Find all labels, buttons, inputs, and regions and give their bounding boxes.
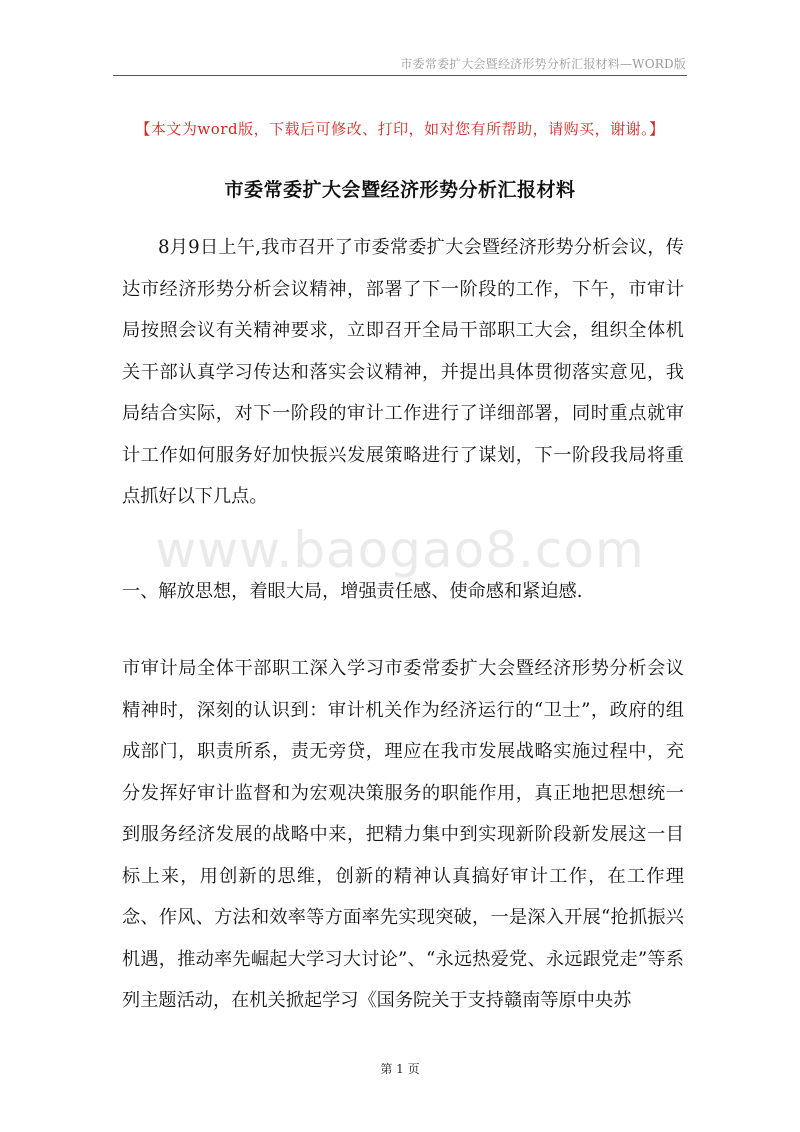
- download-notice: 【本文为word版，下载后可修改、打印，如对您有所帮助，请购买，谢谢。】: [135, 120, 665, 138]
- running-header: 市委常委扩大会暨经济形势分析汇报材料—WORD版: [400, 57, 686, 71]
- page-number: 第 1 页: [380, 1062, 420, 1076]
- intro-paragraph: 8月9日上午,我市召开了市委常委扩大会暨经济形势分析会议，传达市经济形势分析会议精神，部署了下一阶段的工作，下午，市审计局按照会议有关精神要求，立即召开全局干部职工大会，组织全体机关干部认真学习传达和落实会议精神，并提出具体贯彻落实意见，我局结合实际，对下一阶段的审计工作进行了详细部署，同时重点就审计工作如何服务好加快振兴发展策略进行了谋划，下一阶段我局将重点抓好以下几点。: [122, 237, 684, 507]
- section-heading-1: 一、解放思想，着眼大局，增强责任感、使命感和紧迫感.: [122, 581, 583, 602]
- header-divider: [113, 75, 687, 76]
- watermark-text: www.baogao8.com: [155, 521, 645, 579]
- body-paragraph-1: 市审计局全体干部职工深入学习市委常委扩大会暨经济形势分析会议精神时，深刻的认识到：审计机关作为经济运行的“卫士”，政府的组成部门，职责所系，责无旁贷，理应在我市发展战略实施过程中，充分发挥好审计监督和为宏观决策服务的职能作用，真正地把思想统一到服务经济发展的战略中来，把精力集中到实现新阶段新发展这一目标上来，用创新的思维，创新的精神认真搞好审计工作，在工作理念、作风、方法和效率等方面率先实现突破，一是深入开展“抢抓振兴机遇，推动率先崛起大学习大讨论”、“永远热爱党、永远跟党走”等系列主题活动，在机关掀起学习《国务院关于支持赣南等原中央苏: [122, 658, 684, 1011]
- document-title: 市委常委扩大会暨经济形势分析汇报材料: [224, 179, 576, 201]
